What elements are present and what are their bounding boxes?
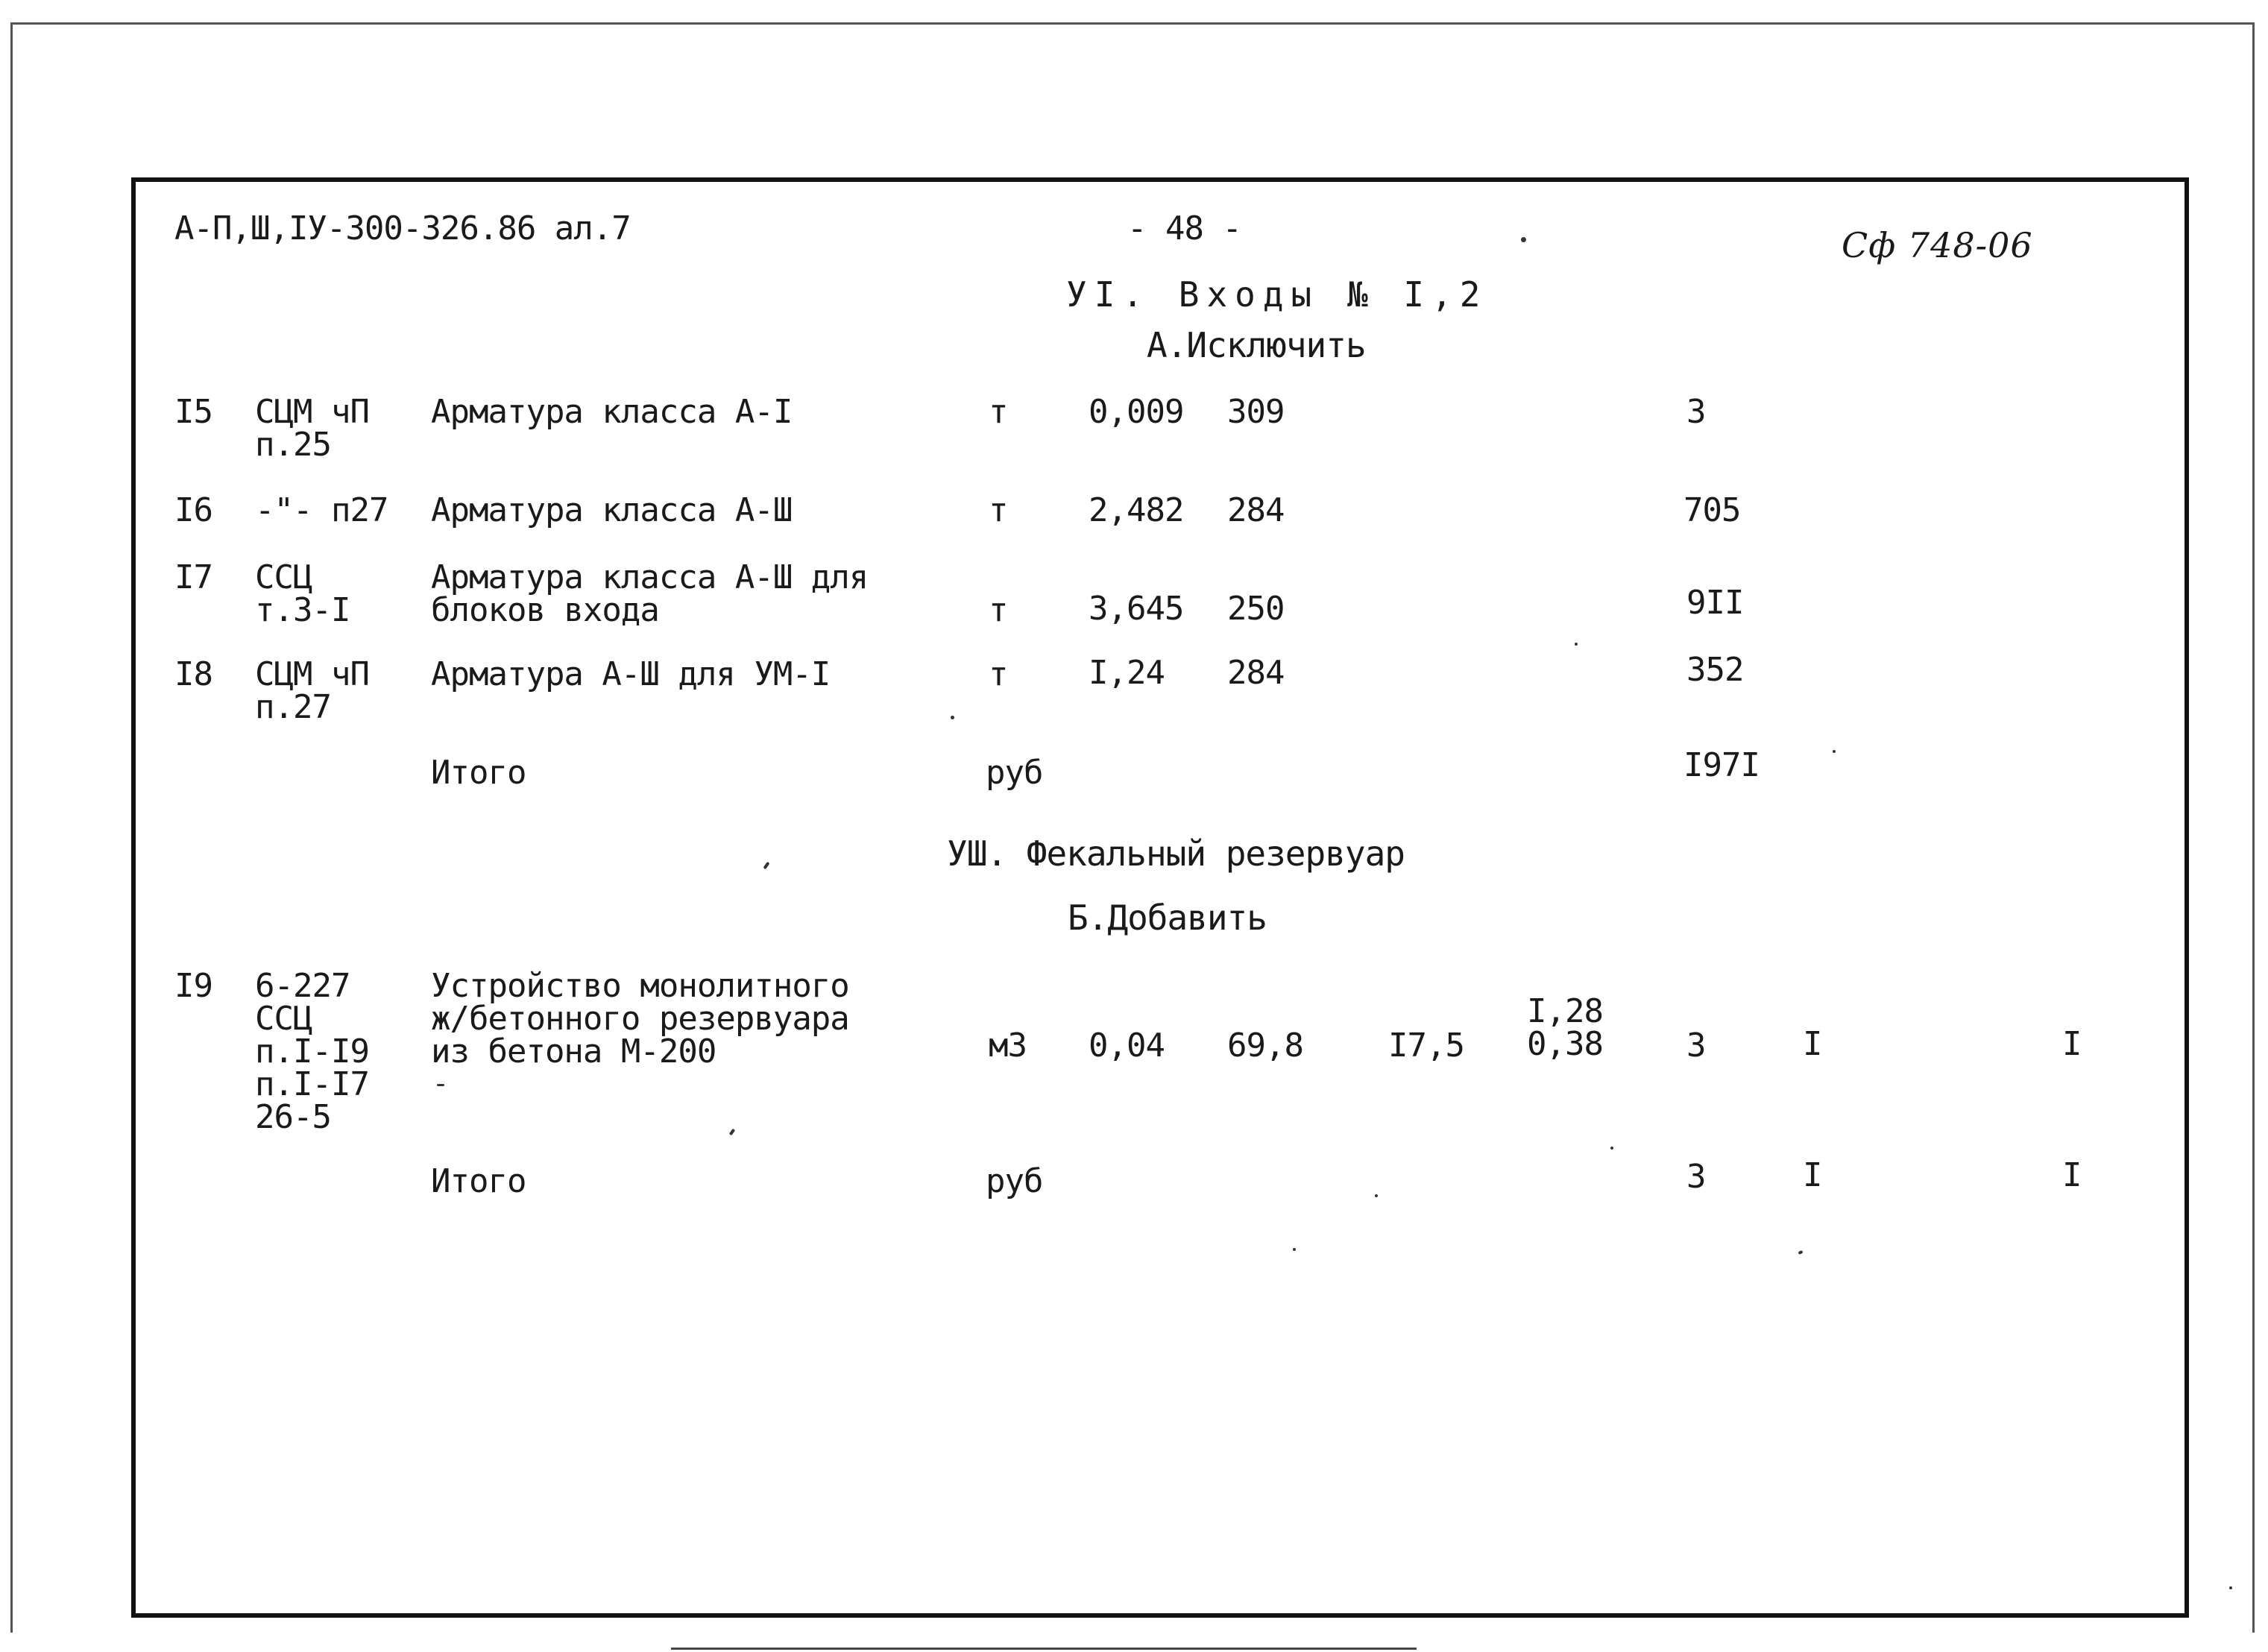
row-reference: п.I-I9 — [255, 1032, 369, 1071]
scan-speck — [1521, 237, 1526, 242]
row-value-col7: 0,38 — [1527, 1025, 1603, 1063]
row-unit: т — [989, 491, 1008, 529]
row-reference: -"- п27 — [255, 491, 388, 529]
row-total: 9II — [1686, 584, 1744, 622]
row-reference: 26-5 — [255, 1098, 331, 1136]
row-reference: п.I-I7 — [255, 1065, 369, 1103]
row-number: I6 — [174, 491, 212, 529]
page-number: - 48 - — [1127, 209, 1241, 248]
section-6-subtitle: А.Исключить — [1147, 325, 1366, 365]
handwritten-archive-mark: Сф 748-06 — [1842, 225, 2033, 265]
total-value-col10: I — [2062, 1156, 2082, 1194]
row-quantity: 2,482 — [1089, 491, 1184, 529]
row-value-col7: I,28 — [1527, 992, 1603, 1030]
row-value-col9: I — [1803, 1025, 1822, 1063]
row-value-col6: I7,5 — [1388, 1027, 1464, 1065]
row-reference: ССЦ — [255, 558, 312, 596]
row-quantity: 3,645 — [1089, 590, 1184, 628]
row-description: Арматура класса А-Ш для — [431, 558, 869, 596]
row-description: блоков входа — [431, 591, 659, 629]
total-unit: руб — [986, 1162, 1043, 1200]
row-total: 705 — [1683, 491, 1741, 529]
scan-speck — [1610, 1147, 1613, 1150]
row-unit: м3 — [989, 1027, 1027, 1065]
row-quantity: 0,009 — [1089, 393, 1184, 431]
scan-speck — [437, 1084, 444, 1086]
row-number: I5 — [174, 393, 212, 431]
row-unit: т — [989, 655, 1008, 693]
scan-speck — [2229, 1586, 2232, 1589]
row-reference: 6-227 — [255, 967, 350, 1005]
row-reference: т.3-I — [255, 591, 350, 629]
row-total: 352 — [1686, 651, 1744, 689]
row-reference: п.25 — [255, 426, 331, 464]
row-quantity: 0,04 — [1089, 1027, 1165, 1065]
row-unit: т — [989, 393, 1008, 431]
row-description: Арматура класса А-Ш — [431, 491, 793, 529]
section-8-title: УШ. Фекальный резервуар — [947, 833, 1405, 874]
row-total: 3 — [1686, 1027, 1706, 1065]
scan-speck — [1293, 1248, 1296, 1251]
total-unit: руб — [986, 754, 1043, 792]
row-reference: ССЦ — [255, 1000, 312, 1038]
row-price: 284 — [1227, 491, 1285, 529]
row-value-col10: I — [2062, 1025, 2082, 1063]
row-description: из бетона М-200 — [431, 1032, 716, 1071]
scan-speck — [1575, 643, 1578, 646]
row-description: ж/бетонного резервуара — [431, 1000, 849, 1038]
total-value: I97I — [1683, 746, 1760, 784]
row-price: 69,8 — [1227, 1027, 1303, 1065]
total-label: Итого — [431, 754, 526, 792]
row-number: I8 — [174, 655, 212, 693]
row-reference: СЦМ чП — [255, 393, 369, 431]
section-8-subtitle: Б.Добавить — [1068, 898, 1267, 938]
scan-speck — [951, 716, 954, 719]
row-unit: т — [989, 591, 1008, 629]
document-code: А-П,Ш,IУ-300-326.86 ал.7 — [174, 209, 631, 248]
section-6-title: УI. Входы № I,2 — [1066, 274, 1488, 315]
row-price: 250 — [1227, 590, 1285, 628]
row-description: Арматура класса А-I — [431, 393, 793, 431]
bottom-edge-line — [671, 1648, 1417, 1650]
scan-speck — [1375, 1194, 1378, 1197]
row-number: I9 — [174, 967, 212, 1005]
row-price: 309 — [1227, 393, 1285, 431]
total-value: 3 — [1686, 1158, 1706, 1196]
row-number: I7 — [174, 558, 212, 596]
row-description: Арматура А-Ш для УМ-I — [431, 655, 831, 693]
row-price: 284 — [1227, 654, 1285, 692]
row-reference: СЦМ чП — [255, 655, 369, 693]
row-reference: п.27 — [255, 688, 331, 726]
row-description: Устройство монолитного — [431, 967, 849, 1005]
row-total: 3 — [1686, 393, 1706, 431]
total-value-col9: I — [1803, 1156, 1822, 1194]
row-quantity: I,24 — [1089, 654, 1165, 692]
total-label: Итого — [431, 1162, 526, 1200]
scan-speck — [1833, 750, 1836, 753]
